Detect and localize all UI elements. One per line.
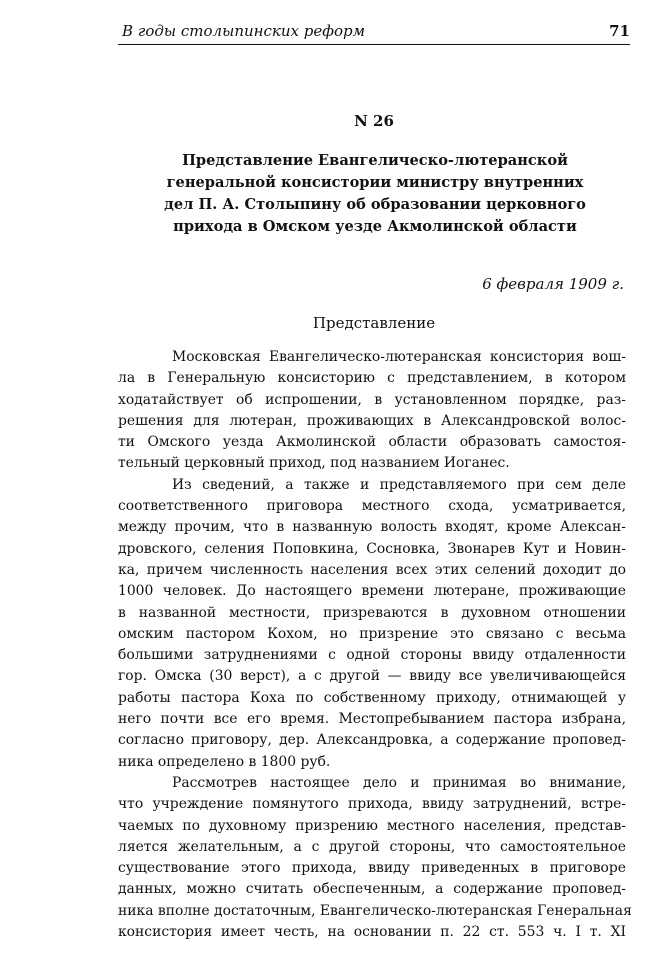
body-line: ходатайствует об испрошении, в установленном порядке, раз-	[118, 391, 626, 408]
body-line: 1000 человек. До настоящего времени лютеране, проживающие	[118, 583, 626, 600]
body-line: ляется желательным, а с другой стороны, что самостоятельное	[118, 838, 626, 855]
body-line: него почти все его время. Местопребыванием пастора избрана,	[118, 711, 626, 728]
body-line: ла в Генеральную консисторию с представлением, в котором	[118, 370, 626, 387]
running-head-title: В годы столыпинских реформ	[122, 22, 366, 40]
body-line: омским пастором Кохом, но призрение это связано с весьма	[118, 625, 626, 642]
body-line: ника вполне достаточным, Евангелическо-лютеранская Генеральная	[118, 902, 632, 919]
body-line: Московская Евангелическо-лютеранская консистория вош-	[172, 349, 626, 365]
body-line: консистория имеет честь, на основании п. 22 ст. 553 ч. I т. XI	[118, 924, 626, 941]
body-line: согласно приговору, дер. Александровка, а содержание проповед-	[118, 732, 626, 749]
document-title	[150, 150, 600, 238]
document-number: N 26	[354, 112, 394, 130]
body-line: существование этого прихода, ввиду приведенных в приговоре	[118, 860, 626, 877]
body-line: Рассмотрев настоящее дело и принимая во внимание,	[172, 774, 626, 791]
document-body	[118, 347, 632, 943]
body-line: чаемых по духовному призрению местного населения, представ-	[118, 817, 626, 834]
body-line: дровского, селения Поповкина, Сосновка, Звонарев Кут и Новин-	[118, 540, 626, 557]
body-line: в названной местности, призреваются в духовном отношении	[118, 604, 626, 621]
body-line: тельный церковный приход, под названием Иоганес.	[118, 455, 510, 472]
body-line: что учреждение помянутого прихода, ввиду затруднений, встре-	[118, 796, 626, 813]
body-line: работы пастора Коха по собственному приходу, отнимающей у	[118, 689, 626, 706]
document-title-line: генеральной консистории министру внутренних	[166, 174, 584, 191]
body-line: соответственного приговора местного схода, усматривается,	[118, 498, 626, 515]
body-line: ти Омского уезда Акмолинской области образовать самостоя-	[118, 434, 626, 451]
body-line: решения для лютеран, проживающих в Александровской волос-	[118, 412, 626, 429]
body-line: гор. Омска (30 верст), а с другой — ввиду все увеличивающейся	[118, 668, 626, 685]
document-title-line: дел П. А. Столыпину об образовании церковного	[164, 196, 586, 213]
document-date: 6 февраля 1909 г.	[482, 275, 624, 293]
body-line: Из сведений, а также и представляемого при сем деле	[172, 476, 626, 493]
body-line: между прочим, что в названную волость входят, кроме Алексан-	[118, 519, 626, 536]
body-line: ка, причем численность населения всех этих селений доходит до	[118, 561, 626, 578]
document-title-line: прихода в Омском уезде Акмолинской области	[173, 218, 577, 235]
document-heading: Представление	[312, 314, 436, 332]
running-head	[118, 20, 630, 46]
body-line: ника определено в 1800 руб.	[118, 753, 331, 770]
body-line: большими затруднениями с одной стороны ввиду отдаленности	[118, 647, 626, 664]
page-number: 71	[609, 22, 630, 40]
body-line: данных, можно считать обеспеченным, а содержание проповед-	[118, 881, 626, 898]
document-title-line: Представление Евангелическо-лютеранской	[182, 152, 568, 169]
header-rule	[118, 44, 630, 45]
